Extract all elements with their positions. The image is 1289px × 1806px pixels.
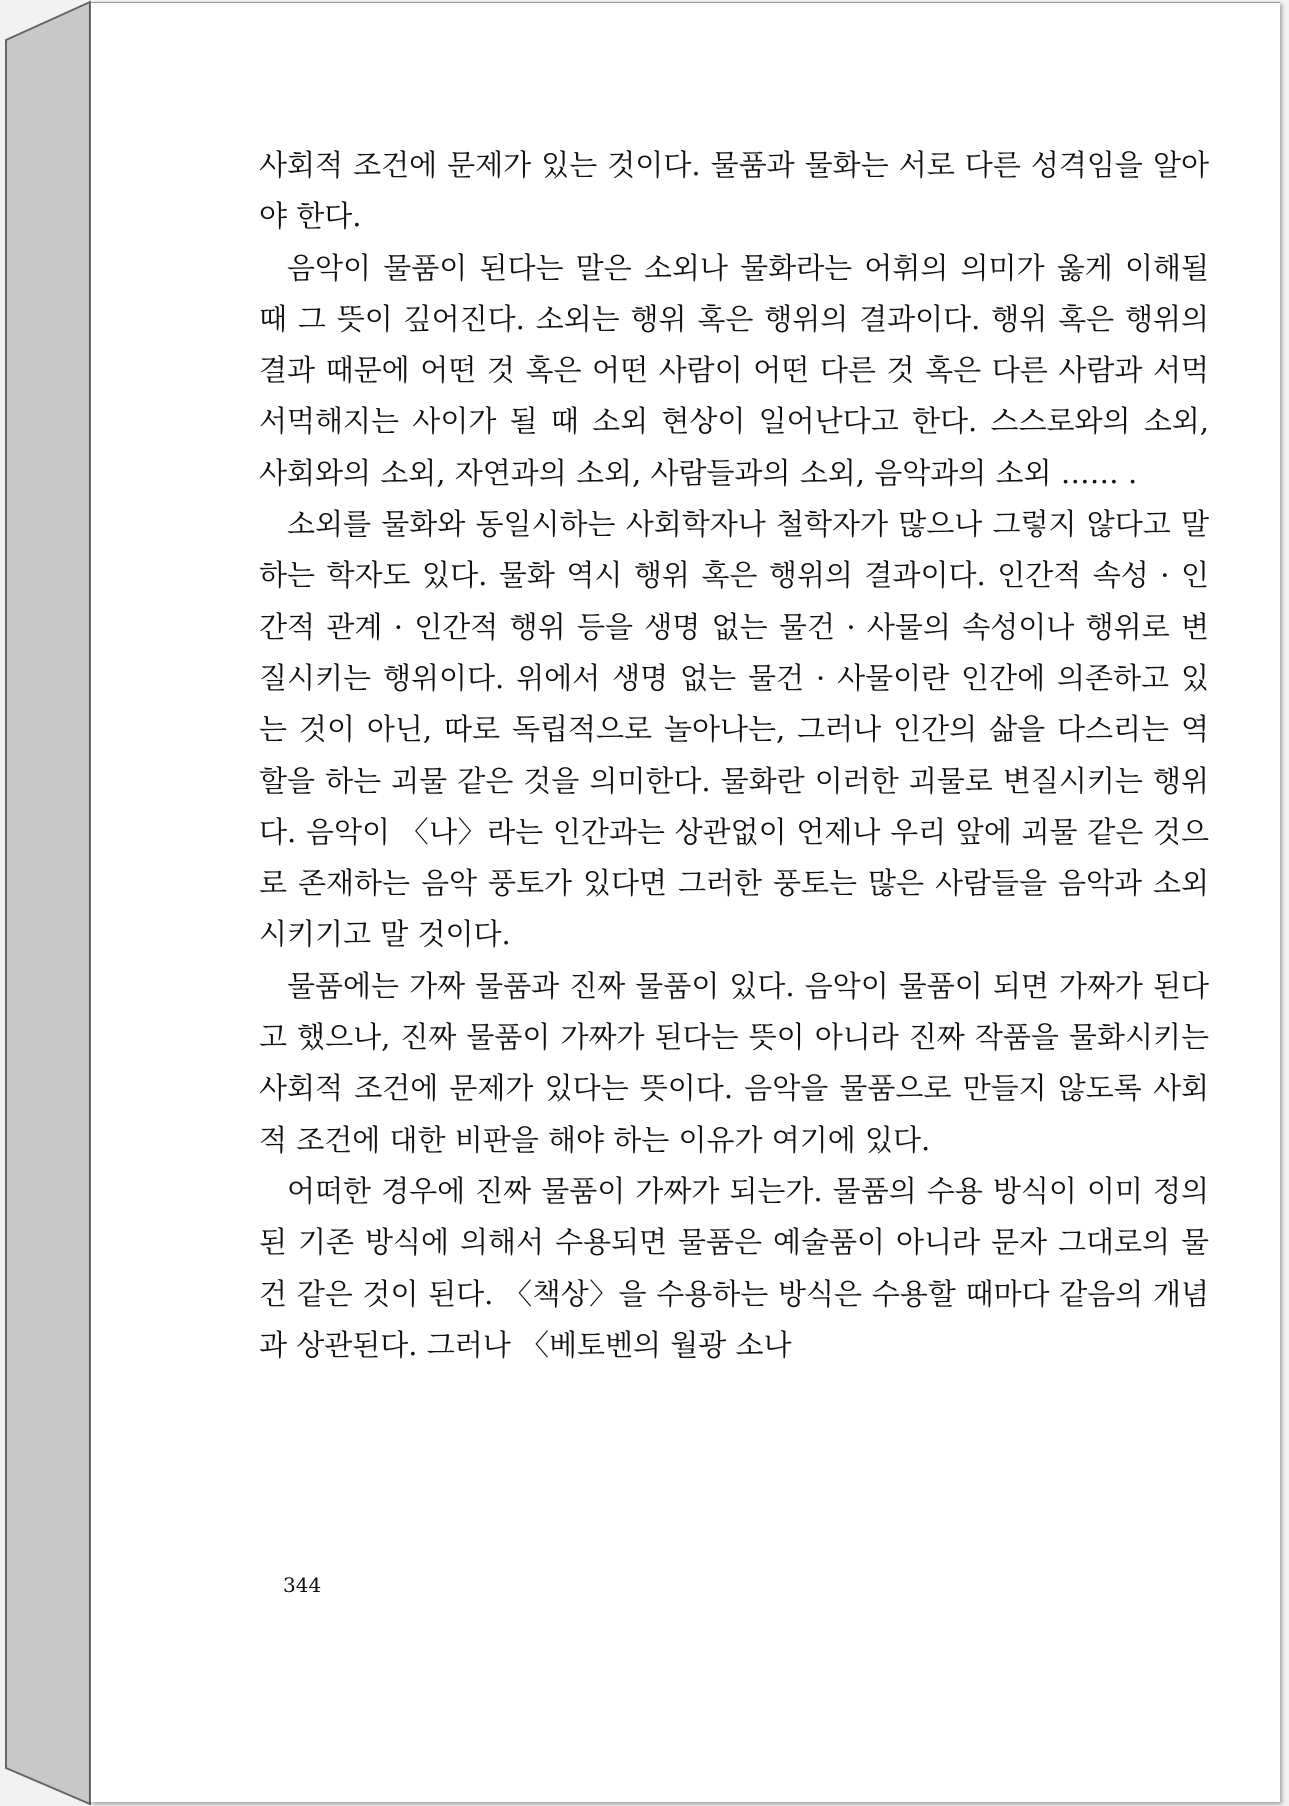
page-text: [259, 140, 1209, 1371]
page-number: 344: [283, 1573, 322, 1597]
paragraph: 물품에는 가짜 물품과 진짜 물품이 있다. 음악이 물품이 되면 가짜가 된다고 했으나, 진짜 물품이 가짜가 된다는 뜻이 아니라 진짜 작품을 물화시키는 사회적 조건에 문제가 있다는 뜻이다. 음악을 물품으로 만들지 않도록 사회적 조건에 대한 비판을 해야 하는 이유가 여기에 있다.: [259, 968, 1209, 1157]
paragraph: 어떠한 경우에 진짜 물품이 가짜가 되는가. 물품의 수용 방식이 이미 정의된 기존 방식에 의해서 수용되면 물품은 예술품이 아니라 문자 그대로의 물건 같은 것이 된다. 〈책상〉을 수용하는 방식은 수용할 때마다 같음의 개념과 상관된다. 그러나 〈베토벤의 월광 소나: [259, 1173, 1209, 1362]
paragraph: 음악이 물품이 된다는 말은 소외나 물화라는 어휘의 의미가 옳게 이해될 때 그 뜻이 깊어진다. 소외는 행위 혹은 행위의 결과이다. 행위 혹은 행위의 결과 때문에 어떤 것 혹은 어떤 사람이 어떤 다른 것 혹은 다른 사람과 서먹서먹해지는 사이가 될 때 소외 현상이 일어난다고 한다. 스스로와의 소외, 사회와의 소외, 자연과의 소외, 사람들과의 소외, 음악과의 소외 …… .: [259, 250, 1209, 490]
paragraph: 사회적 조건에 문제가 있는 것이다. 물품과 물화는 서로 다른 성격임을 알아야 한다.: [259, 148, 1209, 234]
paragraph: 소외를 물화와 동일시하는 사회학자나 철학자가 많으나 그렇지 않다고 말하는 학자도 있다. 물화 역시 행위 혹은 행위의 결과이다. 인간적 속성 · 인간적 관계 · 인간적 행위 등을 생명 없는 물건 · 사물의 속성이나 행위로 변질시키는 행위이다. 위에서 생명 없는 물건 · 사물이란 인간에 의존하고 있는 것이 아닌, 따로 독립적으로 놀아나는, 그러나 인간의 삶을 다스리는 역할을 하는 괴물 같은 것을 의미한다. 물화란 이러한 괴물로 변질시키는 행위다. 음악이 〈나〉라는 인간과는 상관없이 언제나 우리 앞에 괴물 같은 것으로 존재하는 음악 풍토가 있다면 그러한 풍토는 많은 사람들을 음악과 소외시키기고 말 것이다.: [259, 507, 1209, 952]
book-page: [90, 2, 1280, 1802]
